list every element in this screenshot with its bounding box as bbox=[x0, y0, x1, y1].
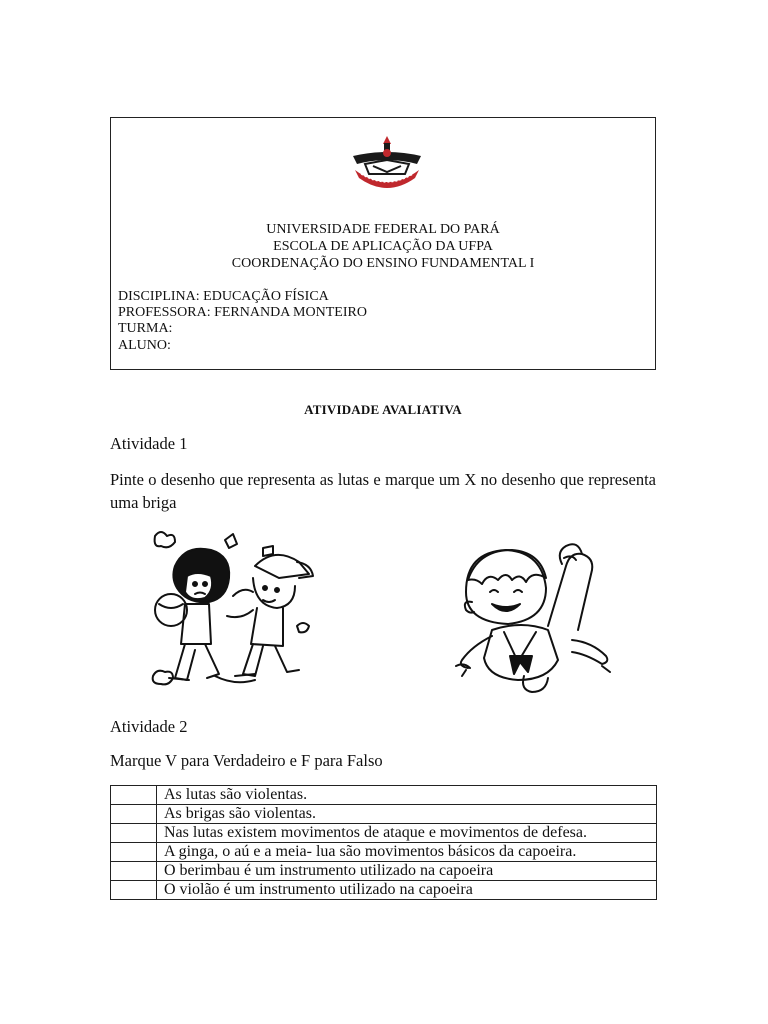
university-seal-icon bbox=[347, 134, 427, 196]
karate-kick-icon bbox=[452, 536, 627, 696]
activity-1-instruction: Pinte o desenho que representa as lutas e marque um X no desenho que representa uma briga bbox=[110, 470, 656, 512]
activity-2-heading: Atividade 2 bbox=[110, 717, 188, 736]
student-line: ALUNO: bbox=[118, 338, 171, 353]
table-row bbox=[111, 824, 657, 843]
table-row bbox=[111, 805, 657, 824]
coordination-name: COORDENAÇÃO DO ENSINO FUNDAMENTAL I bbox=[231, 256, 535, 271]
discipline-line: DISCIPLINA: EDUCAÇÃO FÍSICA bbox=[118, 289, 329, 304]
school-name: ESCOLA DE APLICAÇÃO DA UFPA bbox=[273, 239, 493, 254]
statement-cell: As lutas são violentas. bbox=[157, 786, 657, 805]
answer-cell[interactable] bbox=[111, 786, 157, 805]
table-row bbox=[111, 881, 657, 900]
answer-cell[interactable] bbox=[111, 805, 157, 824]
page-title: ATIVIDADE AVALIATIVA bbox=[304, 402, 462, 417]
statement-cell: Nas lutas existem movimentos de ataque e movimentos de defesa. bbox=[157, 824, 657, 843]
class-line: TURMA: bbox=[118, 321, 173, 336]
kids-fighting-icon bbox=[135, 526, 330, 701]
institution-name: UNIVERSIDADE FEDERAL DO PARÁ bbox=[266, 222, 500, 237]
answer-cell[interactable] bbox=[111, 843, 157, 862]
statement-cell: A ginga, o aú e a meia- lua são movimentos básicos da capoeira. bbox=[157, 843, 657, 862]
teacher-line: PROFESSORA: FERNANDA MONTEIRO bbox=[118, 305, 367, 320]
activity-1-heading: Atividade 1 bbox=[110, 434, 188, 453]
header-box bbox=[110, 117, 656, 370]
activity-2-instruction: Marque V para Verdadeiro e F para Falso bbox=[110, 751, 383, 770]
answer-cell[interactable] bbox=[111, 881, 157, 900]
statement-cell: As brigas são violentas. bbox=[157, 805, 657, 824]
table-row bbox=[111, 786, 657, 805]
statement-cell: O berimbau é um instrumento utilizado na capoeira bbox=[157, 862, 657, 881]
answer-cell[interactable] bbox=[111, 824, 157, 843]
table-row bbox=[111, 862, 657, 881]
table-row bbox=[111, 843, 657, 862]
statement-cell: O violão é um instrumento utilizado na capoeira bbox=[157, 881, 657, 900]
true-false-table bbox=[110, 785, 657, 900]
answer-cell[interactable] bbox=[111, 862, 157, 881]
